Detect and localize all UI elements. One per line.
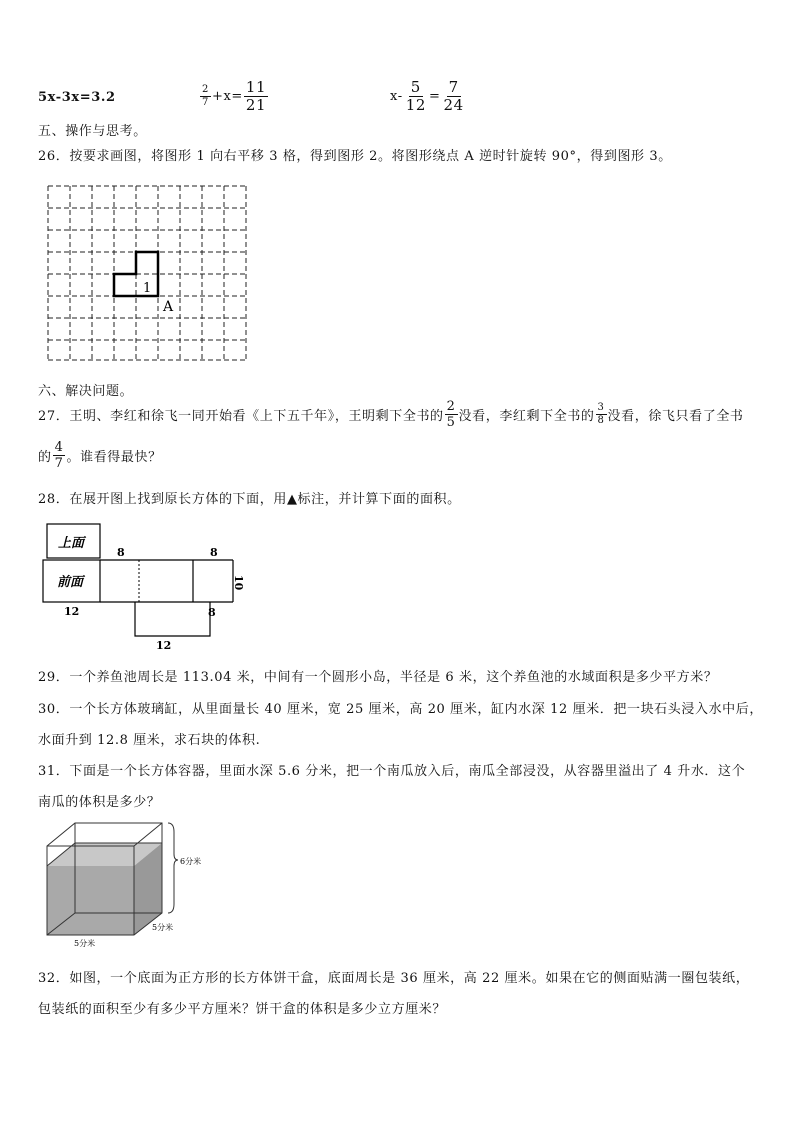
- question-32-line-1: 32．如图，一个底面为正方形的长方体饼干盒，底面周长是 36 厘米，高 22 厘米。如果在它的侧面贴满一圈包装纸，: [38, 971, 750, 986]
- section-heading-6: 六、解决问题。: [38, 384, 134, 399]
- point-a-label: A: [163, 299, 174, 315]
- question-27-line-1: 27．王明、李红和徐飞一同开始看《上下五千年》，王明剩下全书的 $\frac{2}{5}$ 没看，李红剩下全书的 $\frac{3}{8}$ 没看，徐飞只看了全书: [38, 399, 744, 430]
- question-28-text: 28．在展开图上找到原长方体的下面，用▲标注，并计算下面的面积。: [38, 492, 461, 507]
- fraction: $\frac{2}{5}$: [446, 399, 456, 430]
- label-front-face: 前面: [57, 575, 84, 590]
- q31-container-figure: [38, 818, 214, 948]
- question-30-line-1: 30．一个长方体玻璃缸，从里面量长 40 厘米，宽 25 厘米，高 20 厘米，缸内水深 12 厘米．把一块石头浸入水中后，: [38, 702, 763, 717]
- question-31-line-1: 31．下面是一个长方体容器，里面水深 5.6 分米，把一个南瓜放入后，南瓜全部浸没，从容器里溢出了 4 升水．这个: [38, 764, 746, 779]
- q26-grid-figure: [44, 182, 252, 364]
- dim-height: 6分米: [180, 857, 202, 866]
- question-31-line-2: 南瓜的体积是多少？: [38, 795, 161, 810]
- dim-8-b: 8: [210, 546, 218, 559]
- dim-12-b: 12: [156, 639, 172, 652]
- shape-1-label: 1: [143, 281, 152, 296]
- dashed-grid: [48, 186, 248, 360]
- question-26-text: 26．按要求画图，将图形 1 向右平移 3 格，得到图形 2。将图形绕点 A 逆时针旋转 90°，得到图形 3。: [38, 149, 672, 164]
- dim-10: 10: [232, 575, 245, 591]
- fraction: $\frac{5}{12}$: [405, 78, 426, 114]
- question-32-line-2: 包装纸的面积至少有多少平方厘米？饼干盒的体积是多少立方厘米？: [38, 1002, 447, 1017]
- dim-8-a: 8: [117, 546, 125, 559]
- fraction: $\frac{3}{8}$: [597, 402, 605, 426]
- height-brace: [168, 823, 178, 913]
- fraction: $\frac{7}{24}$: [443, 78, 464, 114]
- dim-8-c: 8: [208, 606, 216, 619]
- fraction: $\frac{11}{21}$: [245, 78, 267, 114]
- equation-3: x- $\frac{5}{12}$ = $\frac{7}{24}$: [390, 78, 464, 114]
- fraction: $\frac{2}{7}$: [202, 84, 209, 108]
- q28-net-figure: [38, 518, 260, 654]
- section-heading-5: 五、操作与思考。: [38, 124, 147, 139]
- question-27-line-2: 的 $\frac{4}{7}$ 。谁看得最快？: [38, 440, 162, 471]
- equation-2: $\frac{2}{7}$ +x= $\frac{11}{21}$: [202, 78, 267, 114]
- dim-depth: 5分米: [152, 923, 174, 932]
- question-30-line-2: 水面升到 12.8 厘米，求石块的体积.: [38, 733, 261, 748]
- equation-1: 5x-3x=3.2: [38, 90, 116, 105]
- dim-12-a: 12: [64, 605, 80, 618]
- label-top-face: 上面: [58, 536, 85, 551]
- question-29-text: 29．一个养鱼池周长是 113.04 米，中间有一个圆形小岛，半径是 6 米，这个养鱼池的水域面积是多少平方米？: [38, 670, 718, 685]
- fraction: $\frac{4}{7}$: [54, 440, 64, 471]
- shape-1: [114, 252, 158, 296]
- dim-width: 5分米: [74, 939, 96, 948]
